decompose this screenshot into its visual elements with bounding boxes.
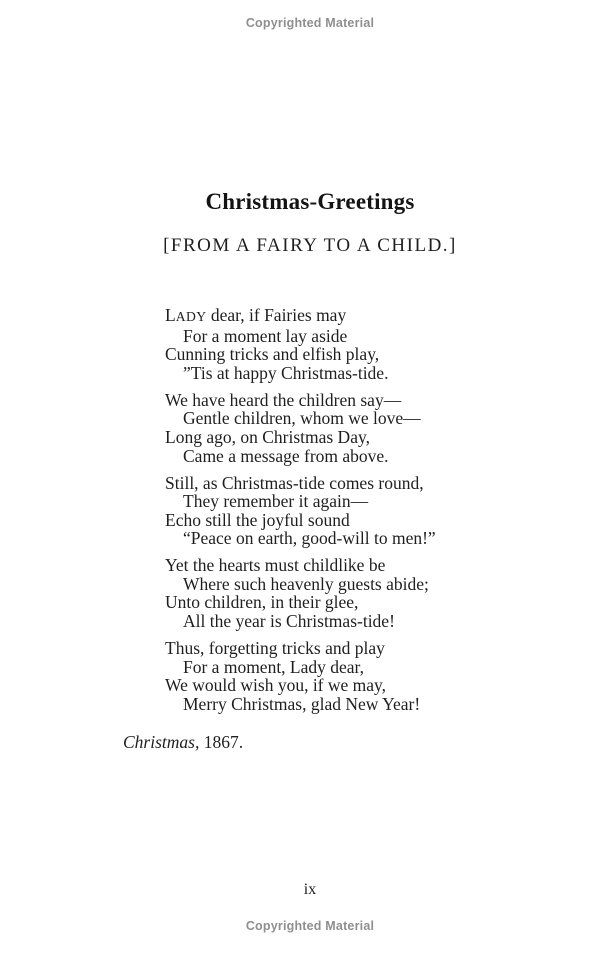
poem-line: Where such heavenly guests abide; <box>183 573 429 594</box>
poem-line: Thus, forgetting tricks and play <box>165 638 385 659</box>
poem-line: They remember it again— <box>183 491 369 512</box>
stanza <box>165 306 465 382</box>
poem-line: Came a message from above. <box>183 445 389 466</box>
attribution <box>123 732 243 753</box>
poem-line: Gentle children, whom we love— <box>183 408 421 429</box>
poem-line: All the year is Christmas-tide! <box>183 611 395 632</box>
poem-body <box>165 306 465 722</box>
poem-line: LADY dear, if Fairies may <box>165 305 347 325</box>
poem-line: We would wish you, if we may, <box>165 675 387 696</box>
smallcaps-text: ADY <box>175 309 207 324</box>
copyright-notice-top: Copyrighted Material <box>245 16 375 30</box>
page-number: ix <box>303 881 317 898</box>
poem-line: Merry Christmas, glad New Year! <box>183 693 421 714</box>
poem-line: Echo still the joyful sound <box>165 509 350 530</box>
poem-line: ”Tis at happy Christmas-tide. <box>183 362 389 383</box>
poem-line: For a moment lay aside <box>183 325 348 346</box>
attribution-year: 1867. <box>199 732 244 752</box>
poem-line: Unto children, in their glee, <box>165 592 359 613</box>
poem-line: Long ago, on Christmas Day, <box>165 426 370 447</box>
poem-line: We have heard the children say— <box>165 389 402 410</box>
stanza <box>165 391 465 465</box>
poem-line: “Peace on earth, good-will to men!” <box>183 528 436 549</box>
poem-subtitle: [FROM A FAIRY TO A CHILD.] <box>163 235 457 256</box>
poem-line: For a moment, Lady dear, <box>183 656 365 677</box>
attribution-work: Christmas, <box>123 732 200 752</box>
poem-title: Christmas-Greetings <box>205 189 415 214</box>
copyright-notice-bottom: Copyrighted Material <box>245 919 375 933</box>
poem-line: Cunning tricks and elfish play, <box>165 344 380 365</box>
poem-line: Still, as Christmas-tide comes round, <box>165 472 424 493</box>
stanza <box>165 639 465 713</box>
stanza <box>165 556 465 630</box>
poem-line: Yet the hearts must childlike be <box>165 555 386 576</box>
stanza <box>165 474 465 548</box>
